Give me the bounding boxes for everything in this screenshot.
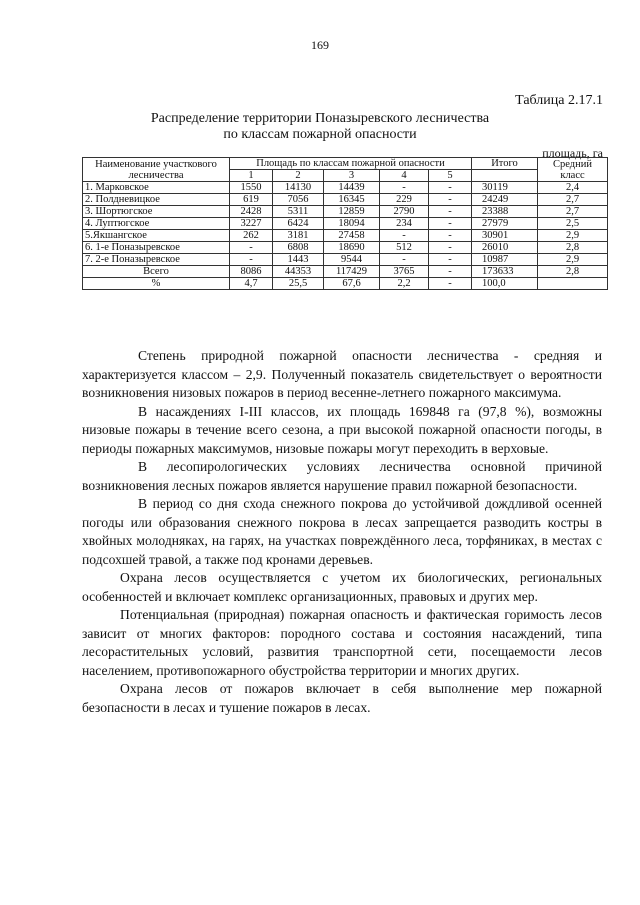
unit-label: площадь, га	[542, 146, 603, 160]
cell-total: 24249	[472, 194, 538, 206]
cell-c3: 27458	[324, 230, 380, 242]
page-number: 169	[311, 38, 329, 52]
cell-total: 100,0	[472, 278, 538, 290]
cell-total: 26010	[472, 242, 538, 254]
table-header-row	[83, 158, 608, 170]
table-number: Таблица 2.17.1	[515, 93, 603, 108]
header-avg-class: Средний класс	[538, 158, 608, 182]
header-total-empty	[472, 170, 538, 182]
cell-c4: -	[380, 230, 429, 242]
cell-avg: 2,8	[538, 266, 608, 278]
cell-name: 1. Марковское	[83, 182, 230, 194]
cell-c1: 2428	[230, 206, 273, 218]
table-title	[0, 111, 640, 143]
cell-c4: -	[380, 254, 429, 266]
cell-c3: 12859	[324, 206, 380, 218]
cell-c3: 117429	[324, 266, 380, 278]
cell-total: 23388	[472, 206, 538, 218]
cell-c5: -	[429, 266, 472, 278]
cell-c2: 1443	[273, 254, 324, 266]
cell-c5: -	[429, 242, 472, 254]
cell-c1: 4,7	[230, 278, 273, 290]
cell-c5: -	[429, 182, 472, 194]
cell-avg: 2,4	[538, 182, 608, 194]
cell-total: 27979	[472, 218, 538, 230]
cell-c2: 3181	[273, 230, 324, 242]
cell-c5: -	[429, 254, 472, 266]
body-text	[82, 347, 602, 717]
cell-c5: -	[429, 230, 472, 242]
cell-c4: 512	[380, 242, 429, 254]
cell-name: %	[83, 278, 230, 290]
header-class-2: 2	[273, 170, 324, 182]
cell-name: 2. Полдневицкое	[83, 194, 230, 206]
table-row	[83, 206, 608, 218]
cell-avg: 2,7	[538, 194, 608, 206]
cell-c3: 14439	[324, 182, 380, 194]
cell-c5: -	[429, 218, 472, 230]
cell-c1: 262	[230, 230, 273, 242]
table-row	[83, 242, 608, 254]
header-class-5: 5	[429, 170, 472, 182]
paragraph: В насаждениях I-III классов, их площадь 169848 га (97,8 %), возможны низовые пожары в течение всего сезона, а при высокой пожарной опасности погоды, в периоды пожарных максимумов, низовые пожары могут переходить в верховые.	[82, 403, 602, 456]
table-row	[83, 182, 608, 194]
table-row	[83, 194, 608, 206]
cell-c3: 67,6	[324, 278, 380, 290]
cell-name: 7. 2-е Поназыревское	[83, 254, 230, 266]
cell-avg: 2,9	[538, 230, 608, 242]
cell-c4: 2790	[380, 206, 429, 218]
cell-avg: 2,5	[538, 218, 608, 230]
cell-c2: 6424	[273, 218, 324, 230]
header-class-4: 4	[380, 170, 429, 182]
cell-c5: -	[429, 194, 472, 206]
fire-class-table	[82, 157, 608, 290]
table-percent-row	[83, 278, 608, 290]
cell-avg	[538, 278, 608, 290]
paragraph: Охрана лесов осуществляется с учетом их биологических, региональных особенностей и включает комплекс организационных, правовых и других мер.	[82, 570, 602, 604]
cell-total: 10987	[472, 254, 538, 266]
cell-c1: 619	[230, 194, 273, 206]
cell-c2: 6808	[273, 242, 324, 254]
cell-c5: -	[429, 278, 472, 290]
cell-c2: 7056	[273, 194, 324, 206]
cell-c3: 9544	[324, 254, 380, 266]
cell-total: 173633	[472, 266, 538, 278]
header-total: Итого	[472, 158, 538, 170]
cell-name: 5.Якшангское	[83, 230, 230, 242]
paragraph: В лесопирологических условиях лесничества основной причиной возникновения лесных пожаров является нарушение правил пожарной безопасности.	[82, 459, 602, 493]
cell-c5: -	[429, 206, 472, 218]
cell-c2: 44353	[273, 266, 324, 278]
cell-c3: 18690	[324, 242, 380, 254]
cell-c1: 8086	[230, 266, 273, 278]
cell-c4: 3765	[380, 266, 429, 278]
cell-c1: -	[230, 242, 273, 254]
cell-name: 3. Шортюгское	[83, 206, 230, 218]
paragraph: Охрана лесов от пожаров включает в себя выполнение мер пожарной безопасности в лесах и тушение пожаров в лесах.	[82, 681, 602, 715]
paragraph: Степень природной пожарной опасности лесничества - средняя и характеризуется классом – 2,9. Полученный показатель свидетельствует о вероятности возникновения низовых пожаров в период весенне-летнего пожарного максимума.	[82, 348, 602, 400]
cell-c2: 14130	[273, 182, 324, 194]
cell-c1: -	[230, 254, 273, 266]
cell-c1: 1550	[230, 182, 273, 194]
cell-c3: 18094	[324, 218, 380, 230]
cell-c2: 25,5	[273, 278, 324, 290]
cell-c4: 234	[380, 218, 429, 230]
cell-total: 30119	[472, 182, 538, 194]
cell-c4: -	[380, 182, 429, 194]
cell-avg: 2,8	[538, 242, 608, 254]
paragraph: В период со дня схода снежного покрова до устойчивой дождливой осенней погоды или образования снежного покрова в лесах запрещается разводить костры в хвойных молодняках, на гарях, на участках повреждённого леса, торфяниках, в местах с подсохшей травой, а также под кронами деревьев.	[82, 496, 602, 567]
cell-name: 4. Луптюгское	[83, 218, 230, 230]
paragraph: Потенциальная (природная) пожарная опасность и фактическая горимость лесов зависит от многих факторов: породного состава и состояния насаждений, типа лесорастительных условий, развития транспортной сети, посещаемости лесов населением, противопожарного обустройства территории и многих других.	[82, 607, 602, 678]
cell-c1: 3227	[230, 218, 273, 230]
header-class-1: 1	[230, 170, 273, 182]
table-row	[83, 218, 608, 230]
cell-avg: 2,9	[538, 254, 608, 266]
header-name: Наименование участкового лесничества	[83, 158, 230, 182]
cell-name: Всего	[83, 266, 230, 278]
cell-total: 30901	[472, 230, 538, 242]
header-class-3: 3	[324, 170, 380, 182]
cell-c3: 16345	[324, 194, 380, 206]
cell-c4: 2,2	[380, 278, 429, 290]
table-title-line-2: по классам пожарной опасности	[223, 127, 417, 142]
table-row	[83, 254, 608, 266]
table-row	[83, 230, 608, 242]
table-title-line-1: Распределение территории Поназыревского лесничества	[150, 111, 490, 126]
cell-avg: 2,7	[538, 206, 608, 218]
cell-c4: 229	[380, 194, 429, 206]
cell-name: 6. 1-е Поназыревское	[83, 242, 230, 254]
header-area: Площадь по классам пожарной опасности	[230, 158, 472, 170]
cell-c2: 5311	[273, 206, 324, 218]
table-total-row	[83, 266, 608, 278]
